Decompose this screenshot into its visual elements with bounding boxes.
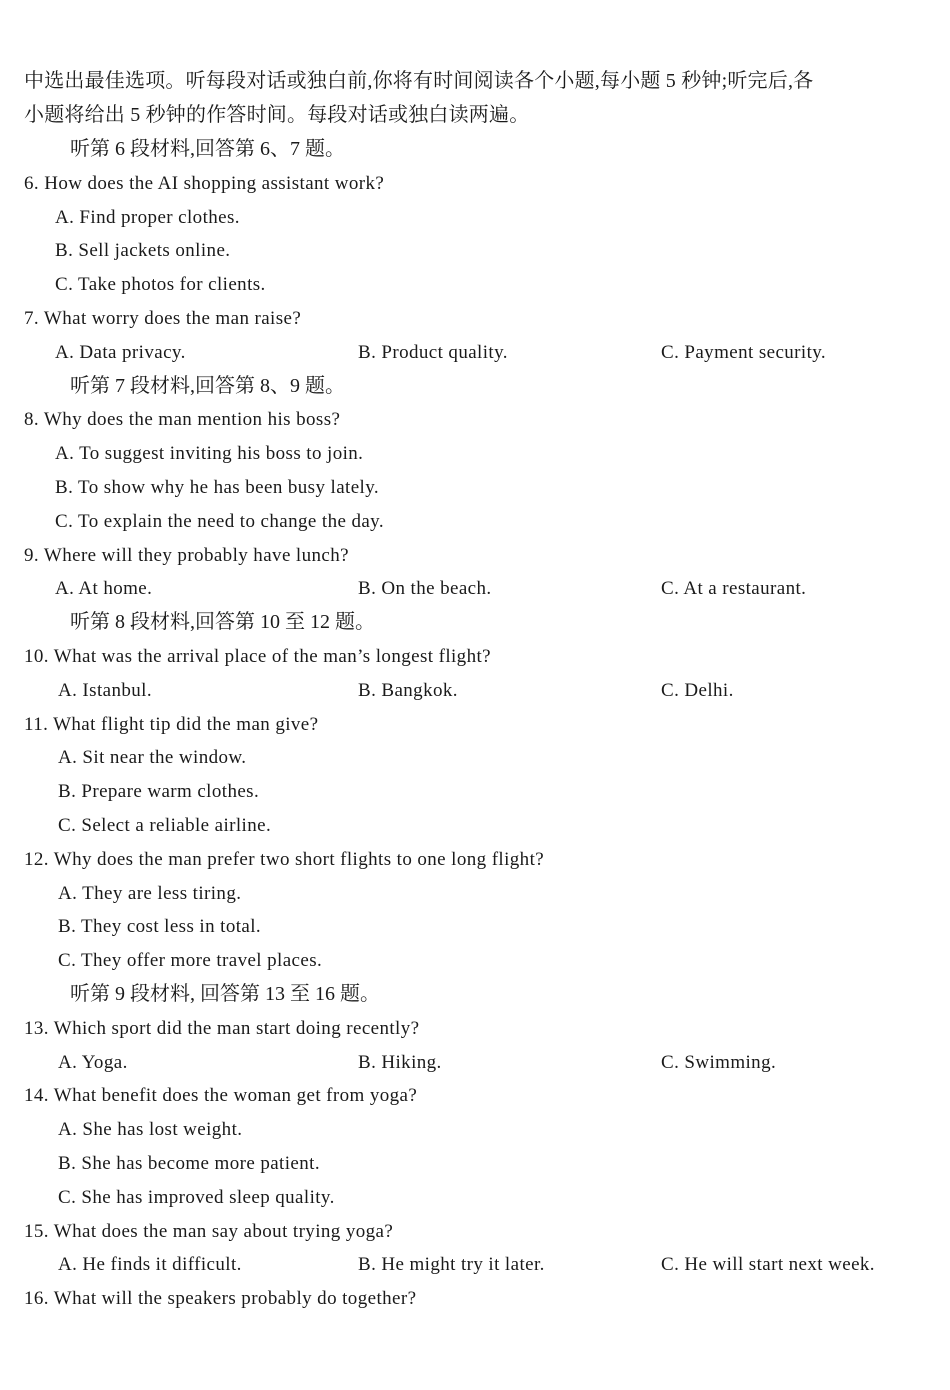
question-number: 11. — [24, 713, 49, 735]
question-number: 15. — [24, 1220, 49, 1242]
option-a: A. She has lost weight. — [58, 1119, 243, 1141]
question-number: 9. — [24, 544, 40, 566]
section-heading-7: 听第 7 段材料,回答第 8、9 题。 — [70, 374, 345, 397]
question-text: How does the AI shopping assistant work? — [44, 172, 385, 194]
section-heading-9: 听第 9 段材料, 回答第 13 至 16 题。 — [70, 982, 380, 1005]
question-14 — [0, 1079, 950, 1113]
option-c: C. Take photos for clients. — [55, 274, 266, 296]
section-heading-6: 听第 6 段材料,回答第 6、7 题。 — [70, 138, 345, 160]
question-8 — [0, 403, 950, 437]
option-a: A. At home. — [55, 578, 153, 600]
option-b: B. Bangkok. — [358, 679, 458, 701]
question-text: Where will they probably have lunch? — [43, 544, 349, 566]
instructions-paragraph — [24, 64, 929, 132]
question-10 — [0, 640, 950, 674]
question-12 — [0, 843, 950, 877]
option-b: B. He might try it later. — [358, 1254, 545, 1276]
option-a: A. Data privacy. — [55, 341, 186, 363]
question-15 — [0, 1215, 950, 1249]
option-c: C. At a restaurant. — [661, 578, 807, 600]
option-c: C. Swimming. — [661, 1051, 777, 1073]
option-b: B. They cost less in total. — [58, 916, 262, 938]
option-a: A. Yoga. — [58, 1051, 128, 1073]
option-c: C. Select a reliable airline. — [58, 814, 272, 836]
option-b: B. To show why he has been busy lately. — [55, 476, 380, 498]
question-number: 13. — [24, 1017, 49, 1039]
questions-area — [0, 133, 950, 1316]
question-number: 6. — [24, 172, 40, 194]
question-text: Why does the man mention his boss? — [43, 409, 341, 431]
question-number: 10. — [24, 645, 49, 667]
options-row — [0, 1248, 950, 1282]
option-b: B. Product quality. — [358, 341, 508, 363]
instructions-line-2: 小题将给出 5 秒钟的作答时间。每段对话或独白读两遍。 — [24, 104, 530, 126]
question-text: Which sport did the man start doing recently? — [53, 1017, 420, 1039]
question-number: 14. — [24, 1085, 49, 1107]
section-heading-8: 听第 8 段材料,回答第 10 至 12 题。 — [70, 611, 375, 634]
question-text: What will the speakers probably do together? — [53, 1288, 417, 1310]
option-b: B. Hiking. — [358, 1051, 442, 1073]
question-text: Why does the man prefer two short flights to one long flight? — [53, 848, 545, 870]
question-number: 16. — [24, 1288, 49, 1310]
option-c: C. They offer more travel places. — [58, 950, 323, 972]
option-b: B. Sell jackets online. — [55, 240, 231, 262]
question-13 — [0, 1012, 950, 1046]
option-c: C. Delhi. — [661, 679, 734, 701]
option-a: A. He finds it difficult. — [58, 1254, 242, 1276]
question-text: What does the man say about trying yoga? — [53, 1220, 394, 1242]
question-9 — [0, 539, 950, 573]
option-a: A. Sit near the window. — [58, 747, 247, 769]
question-7 — [0, 302, 950, 336]
option-c: C. Payment security. — [661, 341, 827, 363]
option-c: C. To explain the need to change the day. — [55, 510, 384, 532]
option-b: B. On the beach. — [358, 578, 492, 600]
question-16 — [0, 1282, 950, 1316]
options-row — [0, 674, 950, 708]
option-a: A. Istanbul. — [58, 679, 152, 701]
question-number: 8. — [24, 409, 40, 431]
question-text: What benefit does the woman get from yoga? — [53, 1085, 418, 1107]
option-b: B. She has become more patient. — [58, 1152, 320, 1174]
question-text: What was the arrival place of the man’s longest flight? — [53, 645, 491, 667]
options-row — [0, 1046, 950, 1080]
question-text: What worry does the man raise? — [43, 307, 302, 329]
option-a: A. To suggest inviting his boss to join. — [55, 443, 364, 465]
question-text: What flight tip did the man give? — [53, 713, 319, 735]
option-b: B. Prepare warm clothes. — [58, 781, 260, 803]
option-c: C. She has improved sleep quality. — [58, 1186, 335, 1208]
option-c: C. He will start next week. — [661, 1254, 875, 1276]
options-row — [0, 572, 950, 606]
question-6 — [0, 167, 950, 201]
instructions-line-1: 中选出最佳选项。听每段对话或独白前,你将有时间阅读各个小题,每小题 5 秒钟;听完后,各 — [24, 70, 814, 92]
question-number: 7. — [24, 307, 40, 329]
options-row — [0, 336, 950, 370]
question-number: 12. — [24, 848, 49, 870]
option-a: A. Find proper clothes. — [55, 206, 240, 228]
question-11 — [0, 708, 950, 742]
option-a: A. They are less tiring. — [58, 882, 242, 904]
